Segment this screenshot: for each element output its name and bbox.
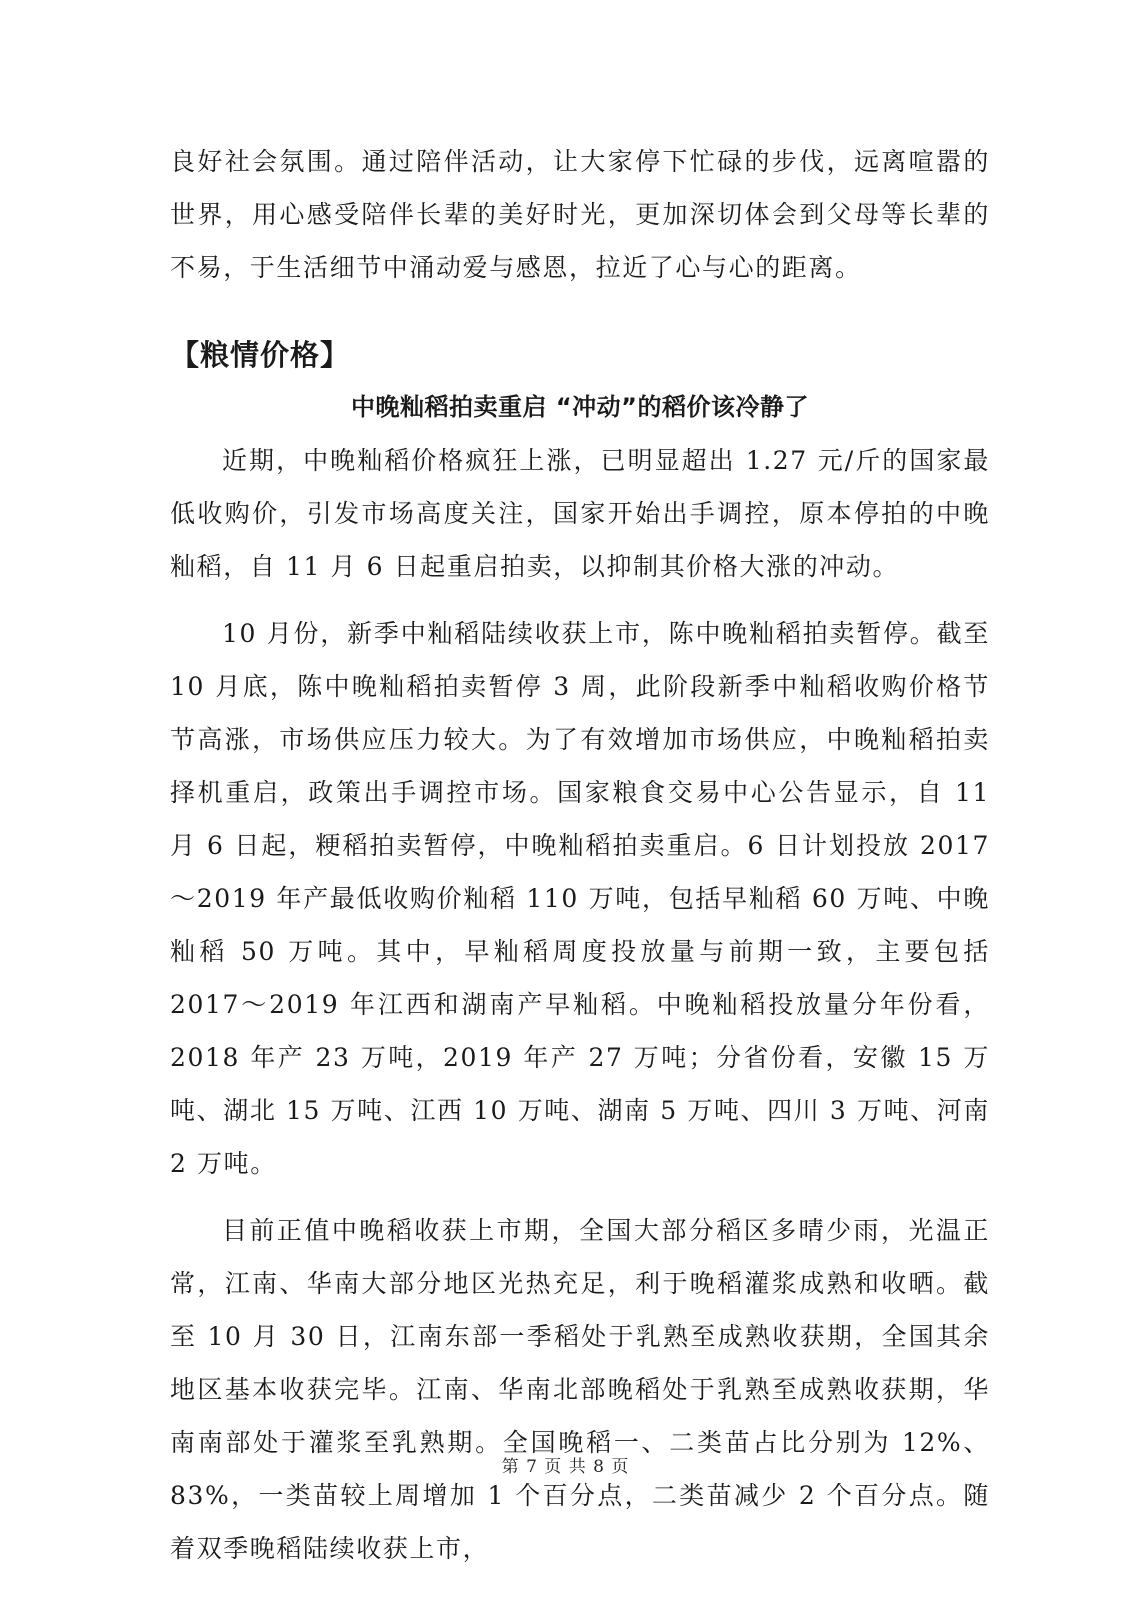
document-body [170, 135, 990, 1575]
page-footer: 第 7 页 共 8 页 [501, 1457, 630, 1477]
body-paragraph-1: 近期，中晚籼稻价格疯狂上涨，已明显超出 1.27 元/斤的国家最低收购价，引发市场高度关注，国家开始出手调控，原本停拍的中晚籼稻，自 11 月 6 日起重启拍卖，以抑制其价格大涨的冲动。 [170, 446, 990, 581]
body-paragraph-2: 10 月份，新季中籼稻陆续收获上市，陈中晚籼稻拍卖暂停。截至 10 月底，陈中晚籼稻拍卖暂停 3 周，此阶段新季中籼稻收购价格节节高涨，市场供应压力较大。为了有效增加市场供应，中晚籼稻拍卖择机重启，政策出手调控市场。国家粮食交易中心公告显示，自 11 月 6 日起，粳稻拍卖暂停，中晚籼稻拍卖重启。6 日计划投放 2017～2019 年产最低收购价籼稻 110 万吨，包括早籼稻 60 万吨、中晚籼稻 50 万吨。其中，早籼稻周度投放量与前期一致，主要包括 2017～2019 年江西和湖南产早籼稻。中晚籼稻投放量分年份看，2018 年产 23 万吨，2019 年产 27 万吨；分省份看，安徽 15 万吨、湖北 15 万吨、江西 10 万吨、湖南 5 万吨、四川 3 万吨、河南 2 万吨。 [170, 619, 990, 1178]
intro-paragraph: 良好社会氛围。通过陪伴活动，让大家停下忙碌的步伐，远离喧嚣的世界，用心感受陪伴长辈的美好时光，更加深切体会到父母等长辈的不易，于生活细节中涌动爱与感恩，拉近了心与心的距离。 [170, 147, 990, 282]
paragraph-gap [170, 593, 990, 607]
section-heading: 【粮情价格】 [170, 338, 351, 372]
article-title: 中晚籼稻拍卖重启 “冲动”的稻价该冷静了 [351, 393, 809, 421]
paragraph-gap [170, 1190, 990, 1204]
body-paragraph-3: 目前正值中晚稻收获上市期，全国大部分稻区多晴少雨，光温正常，江南、华南大部分地区光热充足，利于晚稻灌浆成熟和收晒。截至 10 月 30 日，江南东部一季稻处于乳熟至成熟收获期，全国其余地区基本收获完毕。江南、华南北部晚稻处于乳熟至成熟收获期，华南南部处于灌浆至乳熟期。全国晚稻一、二类苗占比分别为 12%、83%，一类苗较上周增加 1 个百分点，二类苗减少 2 个百分点。随着双季晚稻陆续收获上市， [170, 1216, 990, 1563]
